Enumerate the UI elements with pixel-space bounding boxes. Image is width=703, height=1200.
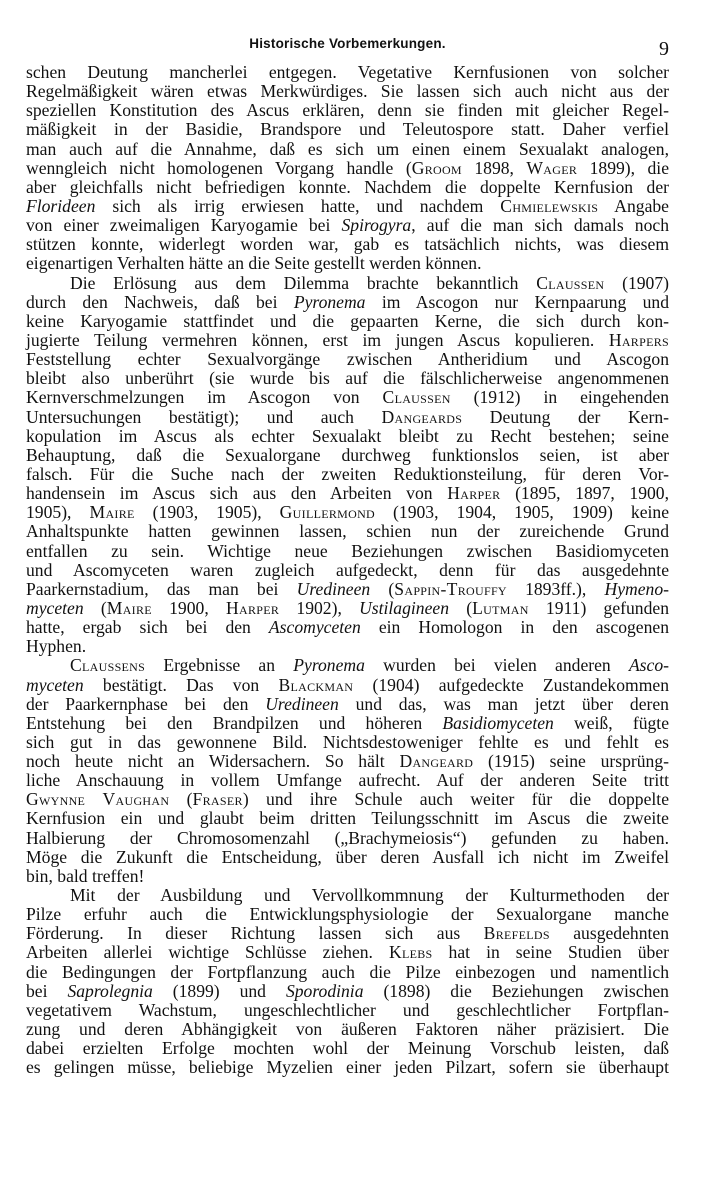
text-line [26,465,669,484]
text-run: Die Erlösung aus dem Dilemma brachte bekanntlich [70,272,537,293]
text-run: stützen konnte, widerlegt worden war, gab es tatsächlich nichts, was diesem [26,234,669,255]
text-run: der Paarkernphase bei den [26,693,266,714]
text-line [26,216,669,235]
text-line [26,312,669,331]
text-line [26,656,669,675]
text-run: wurden bei vielen anderen [364,655,629,676]
text-run: sich gut in das gewonnene Bild. Nichtsdestoweniger fehlte es und fehlt es [26,731,669,752]
text-run: ( [83,597,107,618]
text-run: 1900, [151,597,226,618]
text-run: (1895, 1897, 1900, [500,483,670,504]
author-name: Claussen [536,272,605,293]
text-run: Förderung. In dieser Richtung lassen sich aus [26,923,484,944]
text-line [26,1039,669,1058]
author-name: Blackman [278,674,354,695]
text-run: (1907) [604,272,669,293]
italic-term: Pyronema [293,291,366,312]
text-run: man auch auf die Annahme, daß es sich um einen einem Sexualakt analogen, [26,138,669,159]
text-run: und Ascomyceten waren zugleich aufgedeckt, denn für das ausgedehnte [26,559,669,580]
running-title: Historische Vorbemerkungen. [249,36,446,51]
text-line [26,561,669,580]
author-name: Lutman [472,597,529,618]
italic-term: Asco- [628,655,669,676]
text-run: und das, was man jetzt über deren [338,693,669,714]
text-line [26,1058,669,1077]
italic-term: Ascomyceten [268,617,361,638]
text-line [26,599,669,618]
text-run: 1893ff.), [506,578,605,599]
text-run: bei [26,980,68,1001]
italic-term: Uredineen [296,578,371,599]
text-line [26,331,669,350]
text-line [26,714,669,733]
text-line [26,388,669,407]
text-line [26,274,669,293]
author-name: Groom [411,157,462,178]
text-run: eigenartigen Verhalten hätte an die Seite gestellt werden können. [26,253,482,274]
text-run: (1899) und [152,980,286,1001]
author-name: Maire [89,502,135,523]
italic-term: Saprolegnia [67,980,153,1001]
text-run: entfallen zu sein. Wichtige neue Beziehungen zwischen Basidiomyceten [26,540,669,561]
text-run: jugierte Teilung vermehren können, erst im jungen Ascus kopulieren. [26,329,609,350]
author-name: Sappin-Trouffy [394,578,507,599]
text-run: es gelingen müsse, beliebige Myzelien einer jeden Pilzart, sofern sie überhaupt [26,1057,669,1078]
text-line [26,254,669,273]
text-line [26,542,669,561]
text-line [26,522,669,541]
text-line [26,924,669,943]
text-run: Feststellung echter Sexualvorgänge zwischen Antheridium und Ascogon [26,349,669,370]
text-run: Angabe [598,195,669,216]
text-run: speziellen Konstitution des Ascus erklären, denn sie finden mit gleicher Regel- [26,100,669,121]
author-name: Harpers [608,329,669,350]
text-run: falsch. Für die Suche nach der zweiten Reduktionsteilung, für deren Vor- [26,463,669,484]
text-run: wenngleich nicht homologenen Vorgang handle ( [26,157,412,178]
text-run: zung und deren Abhängigkeit von äußeren Faktoren näher präzisiert. Die [26,1019,669,1040]
text-run: (1903, 1905), [134,502,280,523]
text-line [26,178,669,197]
text-run: schen Deutung mancherlei entgegen. Vegetative Kernfusionen von solcher [26,62,669,82]
author-name: Maire [106,597,152,618]
text-line [26,369,669,388]
text-line [26,867,669,886]
text-run: (1904) aufgedeckte Zustandekommen [353,674,669,695]
text-line [26,503,669,522]
text-line [26,408,669,427]
text-line [26,848,669,867]
author-name: Claussens [70,655,146,676]
text-run: 1905), [26,502,90,523]
text-line [26,790,669,809]
text-line [26,580,669,599]
text-line [26,1020,669,1039]
text-line [26,618,669,637]
text-run: hat in seine Studien über [432,942,669,963]
text-run: sich als irrig erwiesen hatte, und nachdem [95,195,501,216]
text-run: Untersuchungen bestätigt); und auch [26,406,382,427]
italic-term: Uredineen [265,693,339,714]
text-run: Paarkernstadium, das man bei [26,578,297,599]
text-line [26,905,669,924]
text-run: Anhaltspunkte hatten gewinnen lassen, schien nun der zureichende Grund [26,521,669,542]
author-name: Dangeards [381,406,463,427]
author-name: Harper [225,597,280,618]
text-line [26,752,669,771]
italic-term: Spirogyra [341,215,412,236]
text-line [26,101,669,120]
italic-term: Basidiomyceten [442,712,554,733]
text-run: mäßigkeit in der Basidie, Brandspore und Teleutospore statt. Daher verfiel [26,119,669,140]
text-run: bestätigt. Das von [83,674,279,695]
italic-term: Hymeno- [604,578,669,599]
text-line [26,446,669,465]
author-name: Harper [447,483,501,504]
text-run: ( [370,578,395,599]
italic-term: Sporodinia [285,980,364,1001]
text-run: 1902), [279,597,360,618]
text-run: Pilze erfuhr auch die Entwicklungsphysiologie der Sexualorgane manche [26,904,669,925]
text-run: Regelmäßigkeit wären etwas Merkwürdiges. Sie lassen sich auch nicht aus der [26,81,669,102]
text-run: ( [449,597,473,618]
text-run: Hyphen. [26,636,87,657]
author-name: Guillermond [279,502,376,523]
text-line [26,82,669,101]
text-run: weiß, fügte [553,712,669,733]
text-run: , auf die man sich damals noch [411,215,669,236]
text-line [26,809,669,828]
text-run: vegetativem Wachstum, ungeschlechtlicher und geschlechtlicher Fortpflan- [26,999,669,1020]
text-run: ( [169,789,193,810]
page-header [26,14,669,60]
text-run: (1898) die Beziehungen zwischen [363,980,669,1001]
text-line [26,733,669,752]
italic-term: myceten [26,597,84,618]
page-number: 9 [659,38,669,60]
italic-term: Ustilagineen [359,597,450,618]
text-line [26,982,669,1001]
italic-term: Pyronema [293,655,365,676]
text-line [26,350,669,369]
text-line [26,484,669,503]
text-run: dabei erzielten Erfolge mochten wohl der Meinung Vorschub leisten, daß [26,1038,669,1059]
text-run: Behauptung, daß die Sexualorgane durchweg funktionslos seien, ist aber [26,444,669,465]
text-run: im Ascogon nur Kernpaarung und [365,291,670,312]
author-name: Claussen [382,387,451,408]
text-run: liche Anschauung in vollem Umfange aufrecht. Auf der anderen Seite tritt [26,770,669,791]
text-run: Möge die Zukunft die Entscheidung, über deren Ausfall ich nicht im Zweifel [26,846,669,867]
text-line [26,1001,669,1020]
text-line [26,943,669,962]
text-run: Entstehung bei den Brandpilzen und höheren [26,712,443,733]
text-line [26,886,669,905]
italic-term: myceten [26,674,84,695]
text-run: hatte, ergab sich bei den [26,617,269,638]
text-run: die Bedingungen der Fortpflanzung auch die Pilze einbezogen und namentlich [26,961,669,982]
text-run: handensein im Ascus sich aus den Arbeiten von [26,483,448,504]
text-run: 1899), die [577,157,669,178]
text-line [26,120,669,139]
text-line [26,235,669,254]
author-name: Chmielewskis [500,195,599,216]
text-run: durch den Nachweis, daß bei [26,291,294,312]
italic-term: Florideen [26,195,96,216]
text-run: ausgedehnten [549,923,669,944]
text-line [26,427,669,446]
author-name: Wager [526,157,578,178]
text-run: (1903, 1904, 1905, 1909) keine [375,502,669,523]
text-run: Ergebnisse an [145,655,294,676]
author-name: Dangeard [399,751,474,772]
text-run: bin, bald treffen! [26,865,145,886]
text-line [26,695,669,714]
text-run: Halbierung der Chromosomenzahl („Brachymeiosis“) gefunden zu haben. [26,827,669,848]
author-name: Fraser [192,789,243,810]
author-name: Klebs [388,942,433,963]
text-run: ) und ihre Schule auch weiter für die doppelte [242,789,669,810]
text-run: ein Homologon in den ascogenen [360,617,669,638]
text-run: aber gleichfalls nicht befriedigen konnte. Nachdem die doppelte Kernfusion der [26,176,669,197]
text-run: von einer zweimaligen Karyogamie bei [26,215,342,236]
text-run: bleibt also unberührt (sie wurde bis auf die fälschlicherweise angenommenen [26,368,669,389]
text-run: noch heute nicht an Widersachern. So hält [26,751,400,772]
author-name: Brefelds [483,923,550,944]
author-name: Gwynne Vaughan [26,789,170,810]
text-line [26,63,669,82]
text-line [26,829,669,848]
text-run: Deutung der Kern- [462,406,670,427]
text-line [26,963,669,982]
text-run: Arbeiten allerlei wichtige Schlüsse ziehen. [26,942,389,963]
text-run: keine Karyogamie stattfindet und die gepaarten Kerne, die sich durch kon- [26,310,669,331]
text-run: kopulation im Ascus als echter Sexualakt bleibt zu Recht bestehen; seine [26,425,669,446]
body-text [26,63,669,1077]
text-line [26,771,669,790]
text-line [26,676,669,695]
text-line [26,140,669,159]
text-line [26,637,669,656]
text-run: Kernverschmelzungen im Ascogon von [26,387,383,408]
text-run: Mit der Ausbildung und Vervollkommnung der Kulturmethoden der [70,885,669,906]
text-line [26,197,669,216]
text-run: (1915) seine ursprüng- [473,751,669,772]
text-run: 1911) gefunden [528,597,670,618]
text-run: 1898, [461,157,527,178]
text-run: (1912) in eingehenden [450,387,669,408]
text-line [26,159,669,178]
text-line [26,293,669,312]
text-run: Kernfusion ein und glaubt beim dritten Teilungsschnitt im Ascus die zweite [26,808,669,829]
